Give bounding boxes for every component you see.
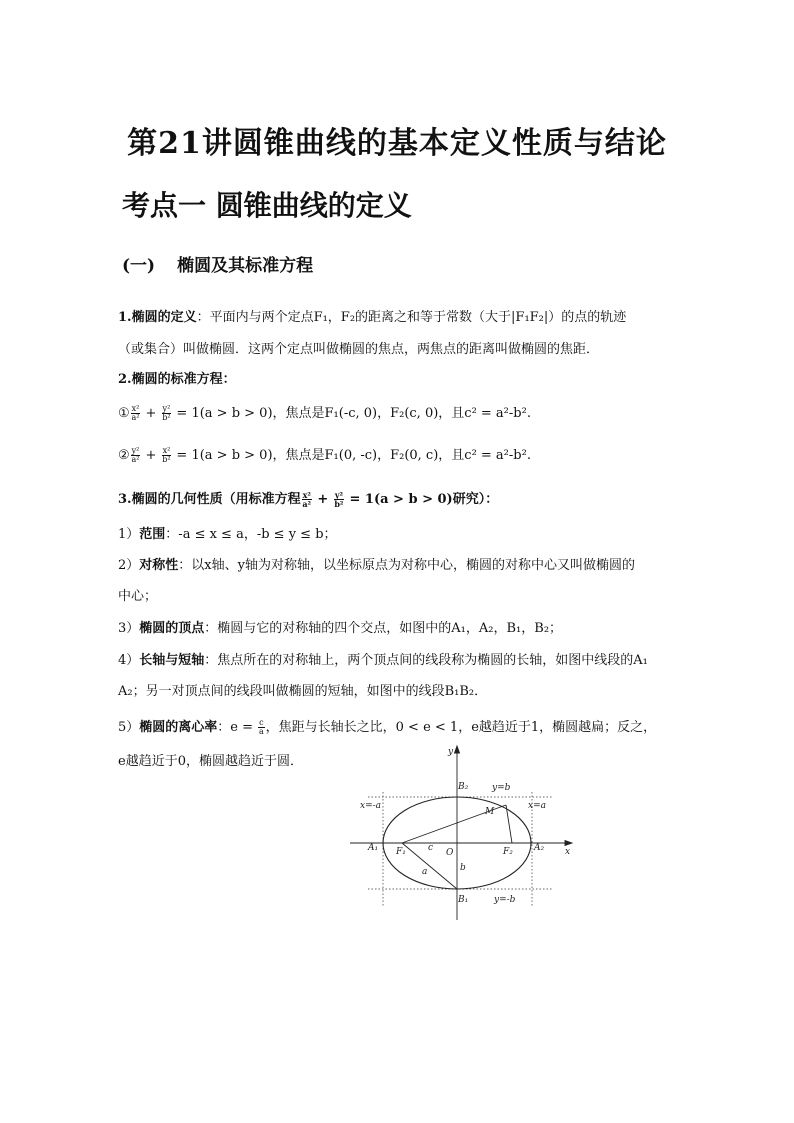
frac-num: y² bbox=[334, 490, 343, 500]
fraction-y2-b2 bbox=[334, 491, 344, 508]
item-symmetry-cont: 中心； bbox=[118, 589, 158, 604]
item-text: ：椭圆与它的对称轴的四个交点，如图中的A₁，A₂，B₁，B₂； bbox=[204, 621, 563, 636]
equation-2-text: = 1(a > b > 0)，焦点是F₁(0, -c)，F₂(0, c)，且c² = a²-b². bbox=[172, 448, 531, 463]
item-axes bbox=[118, 651, 648, 671]
label-f2: F₂ bbox=[503, 847, 513, 857]
frac-num: y² bbox=[162, 404, 171, 413]
properties-label-a: 3.椭圆的几何性质（用标准方程 bbox=[118, 492, 301, 507]
ellipse-diagram bbox=[340, 742, 590, 922]
frac-den: a bbox=[259, 727, 264, 736]
label-x-pos-a: x=a bbox=[528, 801, 546, 811]
frac-num: x² bbox=[131, 404, 140, 413]
definition-label: 1.椭圆的定义 bbox=[118, 310, 197, 325]
x-axis-arrow bbox=[565, 841, 572, 846]
item-text: ：以x轴、y轴为对称轴，以坐标原点为对称中心，椭圆的对称中心又叫做椭圆的 bbox=[178, 558, 635, 573]
subsection-text: 椭圆及其标准方程 bbox=[177, 256, 314, 276]
frac-num: y² bbox=[131, 446, 140, 455]
subsection-heading bbox=[122, 251, 313, 276]
label-f1: F₁ bbox=[396, 847, 406, 857]
definition-line-1 bbox=[118, 308, 626, 328]
fraction-y2-a2 bbox=[131, 447, 141, 464]
frac-den: a² bbox=[131, 413, 140, 422]
definition-line-2: （或集合）叫做椭圆．这两个定点叫做椭圆的焦点，两焦点的距离叫做椭圆的焦距． bbox=[118, 342, 600, 357]
fraction-x2-a2 bbox=[302, 491, 312, 508]
item-label: 长轴与短轴 bbox=[139, 653, 205, 668]
item-text: ，焦距与长轴长之比，0 < e < 1，e越趋近于1，椭圆越扁；反之， bbox=[265, 720, 657, 735]
equation-2-mark: ② bbox=[118, 448, 130, 463]
label-x-neg-a: x=-a bbox=[360, 801, 382, 811]
item-label: 椭圆的离心率 bbox=[139, 720, 218, 735]
y-axis-arrow bbox=[455, 746, 460, 753]
equation-1: ① $\frac{\text{x²}}{\text{a²}}$ + $\frac{\text{y²}}{\text{b²}}$ = 1(a > b > 0)，焦点是F₁(-c, 0)，F₂(c, 0)，且c² = a²-b². bbox=[118, 404, 531, 422]
label-a: a bbox=[422, 867, 428, 877]
equation-1-mark: ① bbox=[118, 406, 130, 421]
frac-num: c bbox=[259, 718, 264, 727]
item-symmetry bbox=[118, 556, 635, 576]
label-b: b bbox=[460, 863, 466, 873]
standard-equation-label: 2.椭圆的标准方程： bbox=[118, 372, 236, 387]
section-heading: 考点一 圆锥曲线的定义 bbox=[122, 189, 412, 222]
label-x-axis: x bbox=[565, 847, 571, 857]
subsection-number: (一) bbox=[122, 256, 156, 276]
label-y-pos-b: y=b bbox=[492, 783, 511, 793]
item-label: 椭圆的顶点 bbox=[139, 621, 205, 636]
definition-text: ：平面内与两个定点F₁，F₂的距离之和等于常数（大于|F₁F₂|）的点的轨迹 bbox=[196, 310, 627, 325]
item-text: ：-a ≤ x ≤ a，-b ≤ y ≤ b； bbox=[165, 527, 337, 542]
geometric-properties-heading: 3.椭圆的几何性质（用标准方程 $\frac{\text{x²}}{\text{a²}}$ + $\frac{\text{y²}}{\text{b²}}$ = 1(a > b > 0)研究）： bbox=[118, 490, 499, 509]
page-title: 第21讲圆锥曲线的基本定义性质与结论 bbox=[127, 126, 667, 161]
frac-den: a² bbox=[131, 455, 140, 464]
item-text-pre: ：e = bbox=[217, 720, 258, 735]
frac-num: x² bbox=[302, 490, 311, 500]
label-b2: B₂ bbox=[458, 782, 469, 792]
item-vertices bbox=[118, 619, 562, 639]
label-origin: O bbox=[446, 848, 454, 858]
item-text: ：焦点所在的对称轴上，两个顶点间的线段称为椭圆的长轴，如图中线段的A₁ bbox=[204, 653, 648, 668]
item-number: 3） bbox=[118, 621, 140, 636]
item-eccentricity bbox=[118, 718, 656, 738]
label-c: c bbox=[428, 843, 434, 853]
frac-den: b² bbox=[162, 413, 171, 422]
equation-1-text: = 1(a > b > 0)，焦点是F₁(-c, 0)，F₂(c, 0)，且c² = a²-b². bbox=[172, 406, 531, 421]
fraction-y2-b2 bbox=[162, 405, 172, 422]
properties-label-b: = 1(a > b > 0)研究）： bbox=[344, 492, 499, 507]
label-m: M bbox=[485, 807, 495, 817]
frac-num: x² bbox=[162, 446, 171, 455]
frac-den: b² bbox=[162, 455, 171, 464]
item-label: 范围 bbox=[139, 527, 166, 542]
item-axes-cont: A₂；另一对顶点间的线段叫做椭圆的短轴，如图中的线段B₁B₂． bbox=[118, 684, 488, 699]
label-y-axis: y bbox=[448, 747, 454, 757]
frac-den: a² bbox=[302, 499, 312, 509]
frac-den: b² bbox=[334, 499, 344, 509]
equation-2: ② $\frac{\text{y²}}{\text{a²}}$ + $\frac{\text{x²}}{\text{b²}}$ = 1(a > b > 0)，焦点是F₁(0, -c)，F₂(0, c)，且c² = a²-b². bbox=[118, 446, 531, 464]
label-a1: A₁ bbox=[368, 843, 379, 853]
fraction-c-a bbox=[258, 719, 264, 736]
item-range bbox=[118, 525, 337, 545]
label-y-neg-b: y=-b bbox=[494, 895, 516, 905]
item-number: 1） bbox=[118, 527, 140, 542]
fraction-x2-b2 bbox=[162, 447, 172, 464]
item-eccentricity-cont: e越趋近于0，椭圆越趋近于圆． bbox=[118, 754, 303, 769]
item-label: 对称性 bbox=[139, 558, 179, 573]
fraction-x2-a2 bbox=[131, 405, 141, 422]
item-number: 2） bbox=[118, 558, 140, 573]
item-number: 4） bbox=[118, 653, 140, 668]
label-a2: A₂ bbox=[534, 843, 545, 853]
item-number: 5） bbox=[118, 720, 140, 735]
label-b1: B₁ bbox=[458, 895, 469, 905]
